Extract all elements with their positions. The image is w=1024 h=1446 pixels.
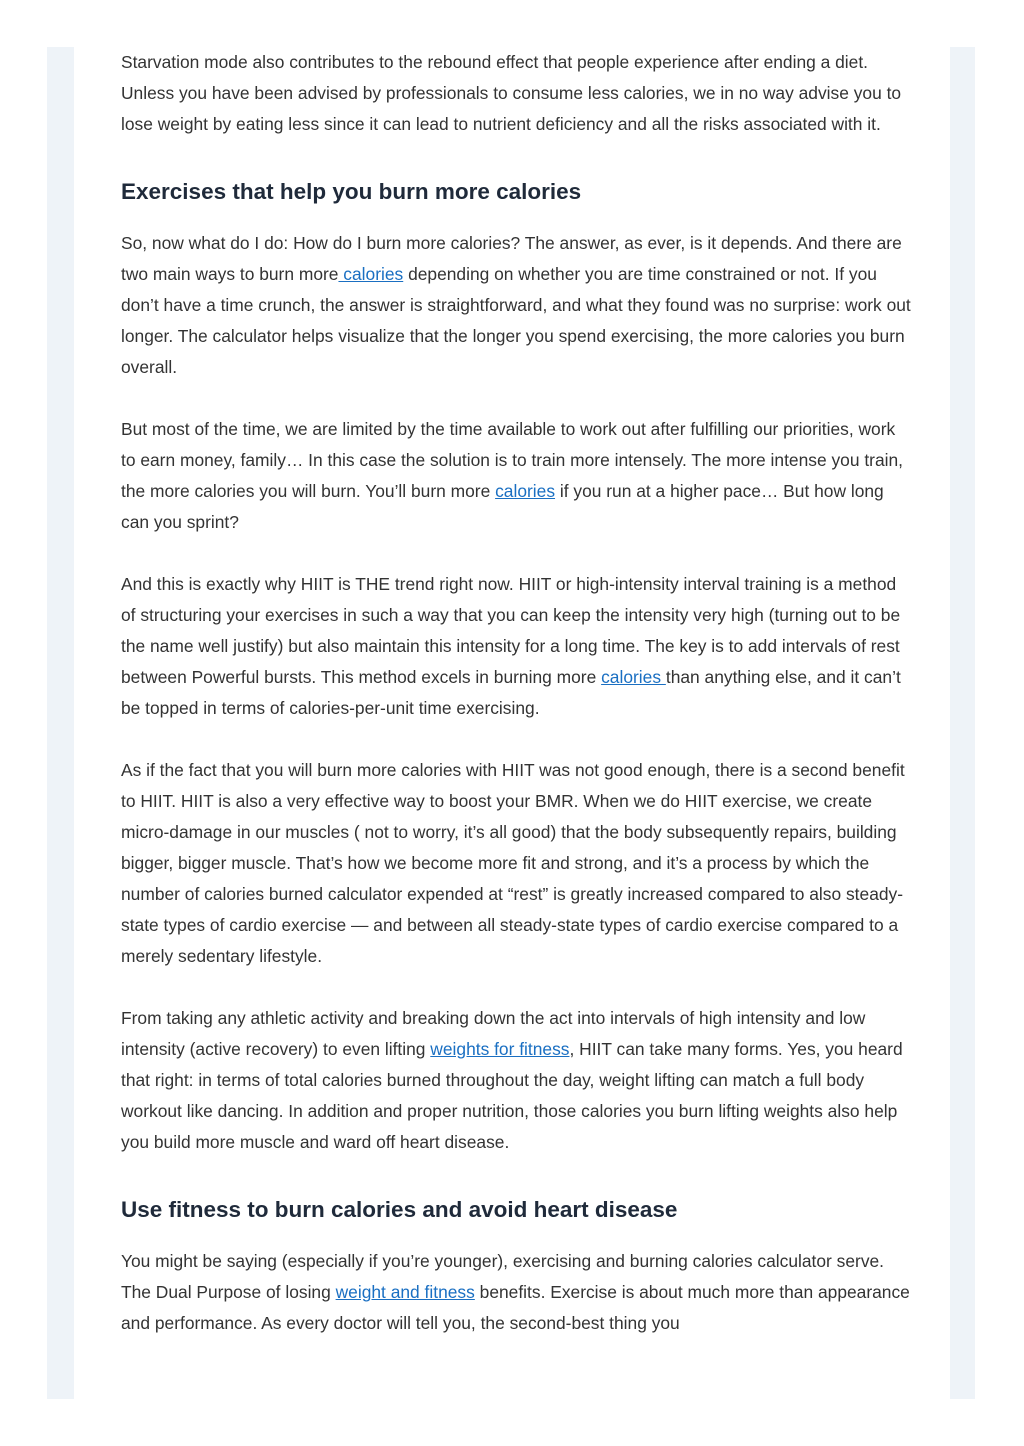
paragraph-hiit-benefit: As if the fact that you will burn more calories with HIIT was not good enough, there is a second benefit to HIIT. HIIT is also a very effective way to boost your BMR. When we do HIIT exercise, we create micro-damage in our muscles ( not to worry, it’s all good) that the body subsequently repairs, building bigger, bigger muscle. That’s how we become more fit and strong, and it’s a process by which the number of calories burned calculator expended at “rest” is greatly increased compared to also steady-state types of cardio exercise — and between all steady-state types of cardio exercise compared to a merely sedentary lifestyle. (121, 760, 905, 966)
paragraph-time-limited (121, 414, 911, 538)
text-span: benefits. Exercise is about much more than appearance and performance. As every doctor will tell you, the second-best thing you (121, 1282, 910, 1333)
paragraph-dual-purpose (121, 1246, 911, 1339)
article-body (121, 47, 911, 1339)
calories-link[interactable]: calories (601, 667, 666, 687)
text-span: if you run at a higher pace… But how long can you sprint? (121, 481, 884, 532)
heading-exercises: Exercises that help you burn more calories (121, 179, 582, 204)
text-span: , HIIT can take many forms. Yes, you heard that right: in terms of total calories burned throughout the day, weight lifting can match a full body workout like dancing. In addition and proper nutrition, those calories you burn lifting weights also help you build more muscle and ward off heart disease. (121, 1039, 903, 1152)
heading-heart-disease: Use fitness to burn calories and avoid heart disease (121, 1197, 678, 1222)
paragraph-gap (121, 972, 911, 1003)
calories-link[interactable]: calories (338, 264, 404, 284)
paragraph-athletic-activity (121, 1003, 911, 1158)
weight-and-fitness-link[interactable]: weight and fitness (335, 1282, 475, 1302)
text-span: depending on whether you are time constrained or not. If you don’t have a time crunch, the answer is straightforward, and what they found was no surprise: work out longer. The calculator helps visualize that the longer you spend exercising, the more calories you burn overall. (121, 264, 911, 377)
paragraph-gap (121, 538, 911, 569)
paragraph-gap (121, 383, 911, 414)
text-span: And this is exactly why HIIT is THE trend right now. HIIT or high-intensity interval training is a method of structuring your exercises in such a way that you can keep the intensity very high (turning out to be the name well justify) but also maintain this intensity for a long time. The key is to add intervals of rest between Powerful bursts. This method excels in burning more (121, 574, 901, 687)
text-span: You might be saying (especially if you’re younger), exercising and burning calories calculator serve. The Dual Purpose of losing (121, 1251, 885, 1302)
paragraph-gap (121, 724, 911, 755)
paragraph-burn-more (121, 228, 911, 383)
calories-link[interactable]: calories (495, 481, 556, 501)
paragraph-starvation: Starvation mode also contributes to the rebound effect that people experience after ending a diet. Unless you have been advised by professionals to consume less calories, we in no way advise you to lose weight by eating less since it can lead to nutrient deficiency and all the risks associated with it. (121, 52, 902, 134)
paragraph-hiit (121, 569, 911, 724)
text-span: So, now what do I do: How do I burn more calories? The answer, as ever, is it depends. And there are two main ways to burn more (121, 233, 902, 284)
text-span: From taking any athletic activity and breaking down the act into intervals of high intensity and low intensity (active recovery) to even lifting (121, 1008, 866, 1059)
weights-for-fitness-link[interactable]: weights for fitness (430, 1039, 570, 1059)
text-span: But most of the time, we are limited by the time available to work out after fulfilling our priorities, work to earn money, family… In this case the solution is to train more intensely. The more intense you train, the more calories you will burn. You’ll burn more (121, 419, 903, 501)
text-span: than anything else, and it can’t be topped in terms of calories-per-unit time exercising. (121, 667, 901, 718)
